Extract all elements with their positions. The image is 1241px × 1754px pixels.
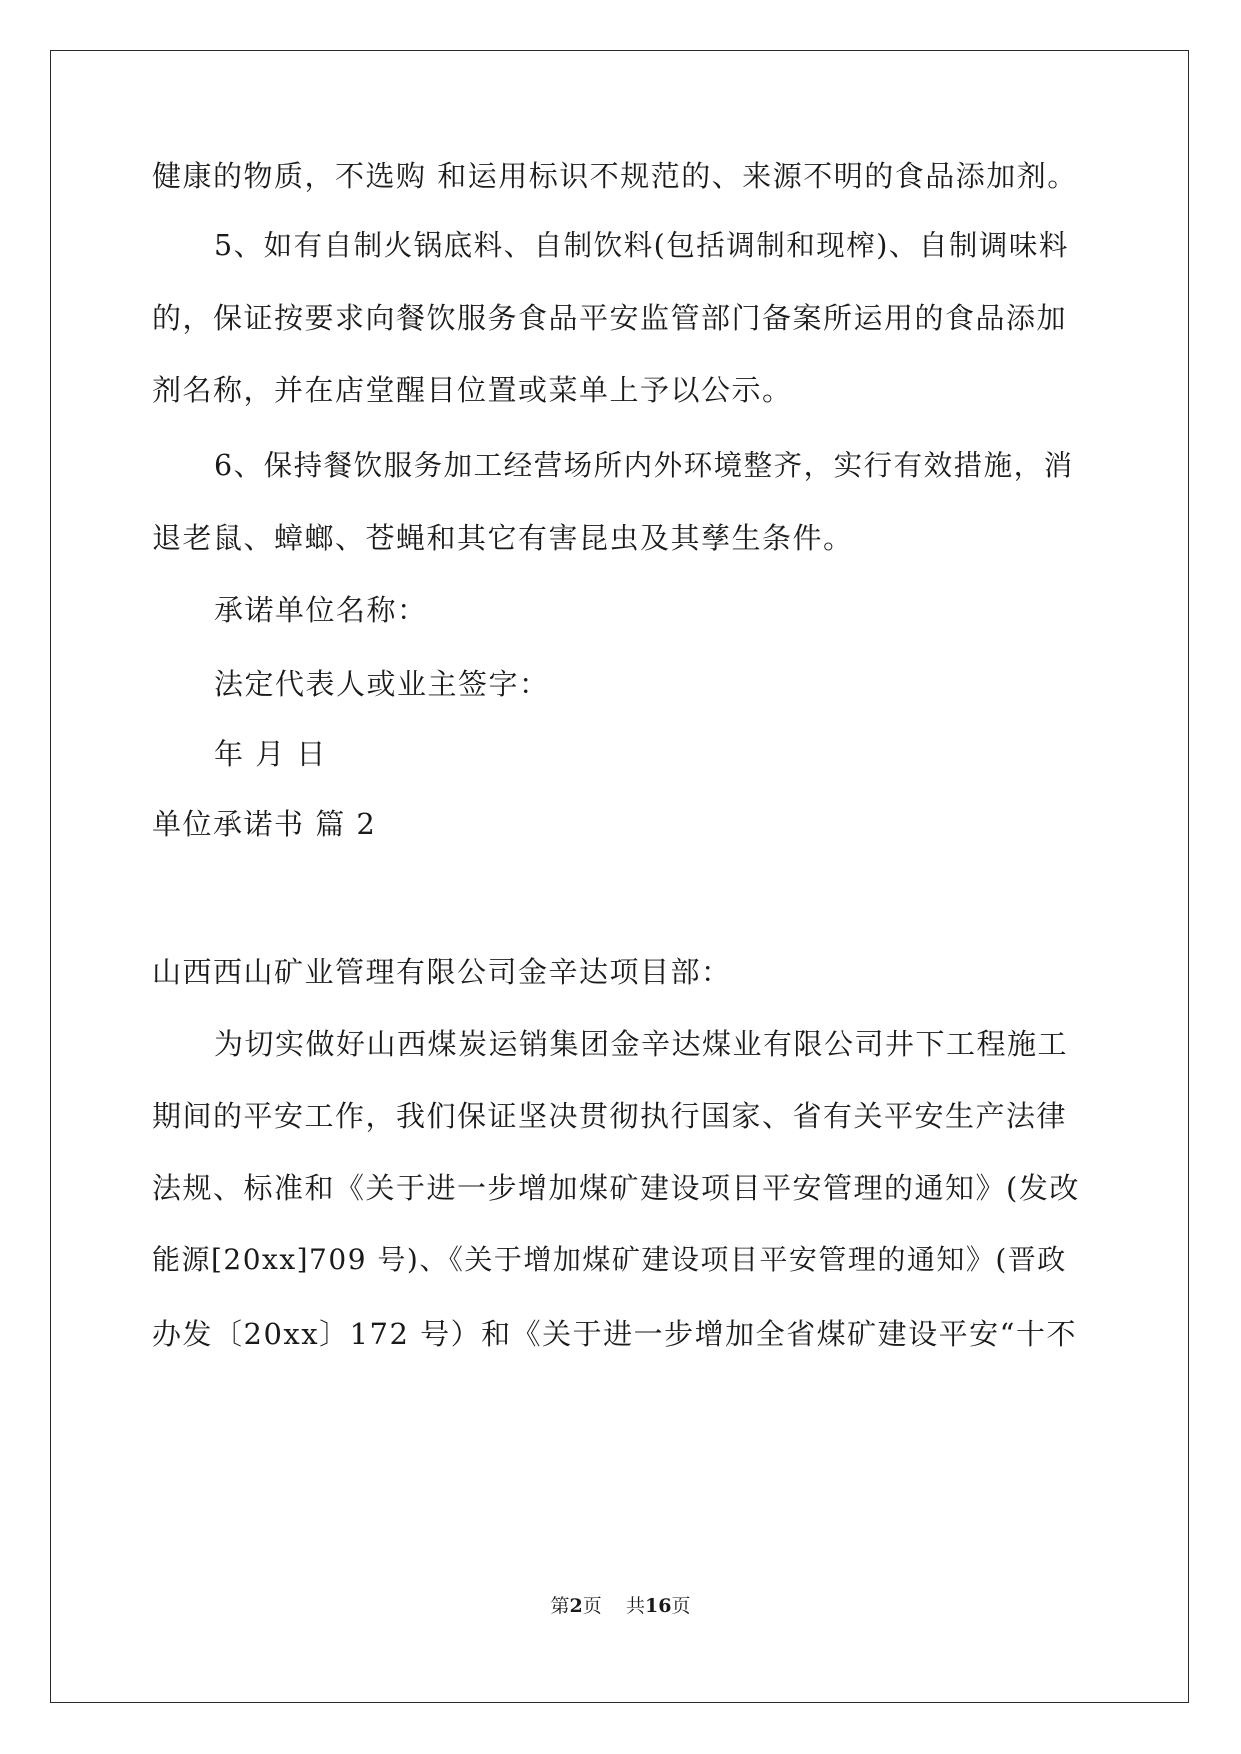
- body-line: 5、如有自制火锅底料、自制饮料(包括调制和现榨)、自制调味料: [214, 229, 1069, 262]
- page-label: 页: [582, 1595, 602, 1617]
- body-line: 为切实做好山西煤炭运销集团金辛达煤业有限公司井下工程施工: [214, 1027, 1069, 1061]
- body-line: 健康的物质，不选购 和运用标识不规范的、来源不明的食品添加剂。: [152, 159, 1078, 193]
- total-label: 页: [671, 1595, 691, 1617]
- page-number: 2: [569, 1595, 583, 1617]
- body-line: 法规、标准和《关于进一步增加煤矿建设项目平安管理的通知》(发改: [152, 1171, 1080, 1205]
- date-line: 年 月 日: [214, 737, 327, 771]
- total-prefix: 共: [625, 1595, 645, 1617]
- page-prefix: 第: [550, 1595, 570, 1617]
- body-line: 能源[20xx]709 号)、《关于增加煤矿建设项目平安管理的通知》(晋政: [152, 1243, 1067, 1276]
- page-footer: [0, 1594, 1241, 1618]
- body-line: 办发〔20xx〕172 号）和《关于进一步增加全省煤矿建设平安“十不: [152, 1317, 1078, 1351]
- body-line: 6、保持餐饮服务加工经营场所内外环境整齐，实行有效措施，消: [214, 449, 1074, 482]
- addressee-line: 山西西山矿业管理有限公司金辛达项目部：: [152, 955, 732, 989]
- section-heading: 单位承诺书 篇 2: [152, 807, 377, 841]
- body-line: 剂名称，并在店堂醒目位置或菜单上予以公示。: [152, 373, 793, 407]
- signatory-unit-label: 承诺单位名称：: [214, 593, 428, 627]
- total-pages: 16: [644, 1595, 672, 1617]
- body-line: 退老鼠、蟑螂、苍蝇和其它有害昆虫及其孳生条件。: [152, 521, 854, 555]
- body-line: 的，保证按要求向餐饮服务食品平安监管部门备案所运用的食品添加: [152, 301, 1068, 335]
- body-line: 期间的平安工作，我们保证坚决贯彻执行国家、省有关平安生产法律: [152, 1099, 1068, 1133]
- legal-representative-label: 法定代表人或业主签字：: [214, 667, 550, 701]
